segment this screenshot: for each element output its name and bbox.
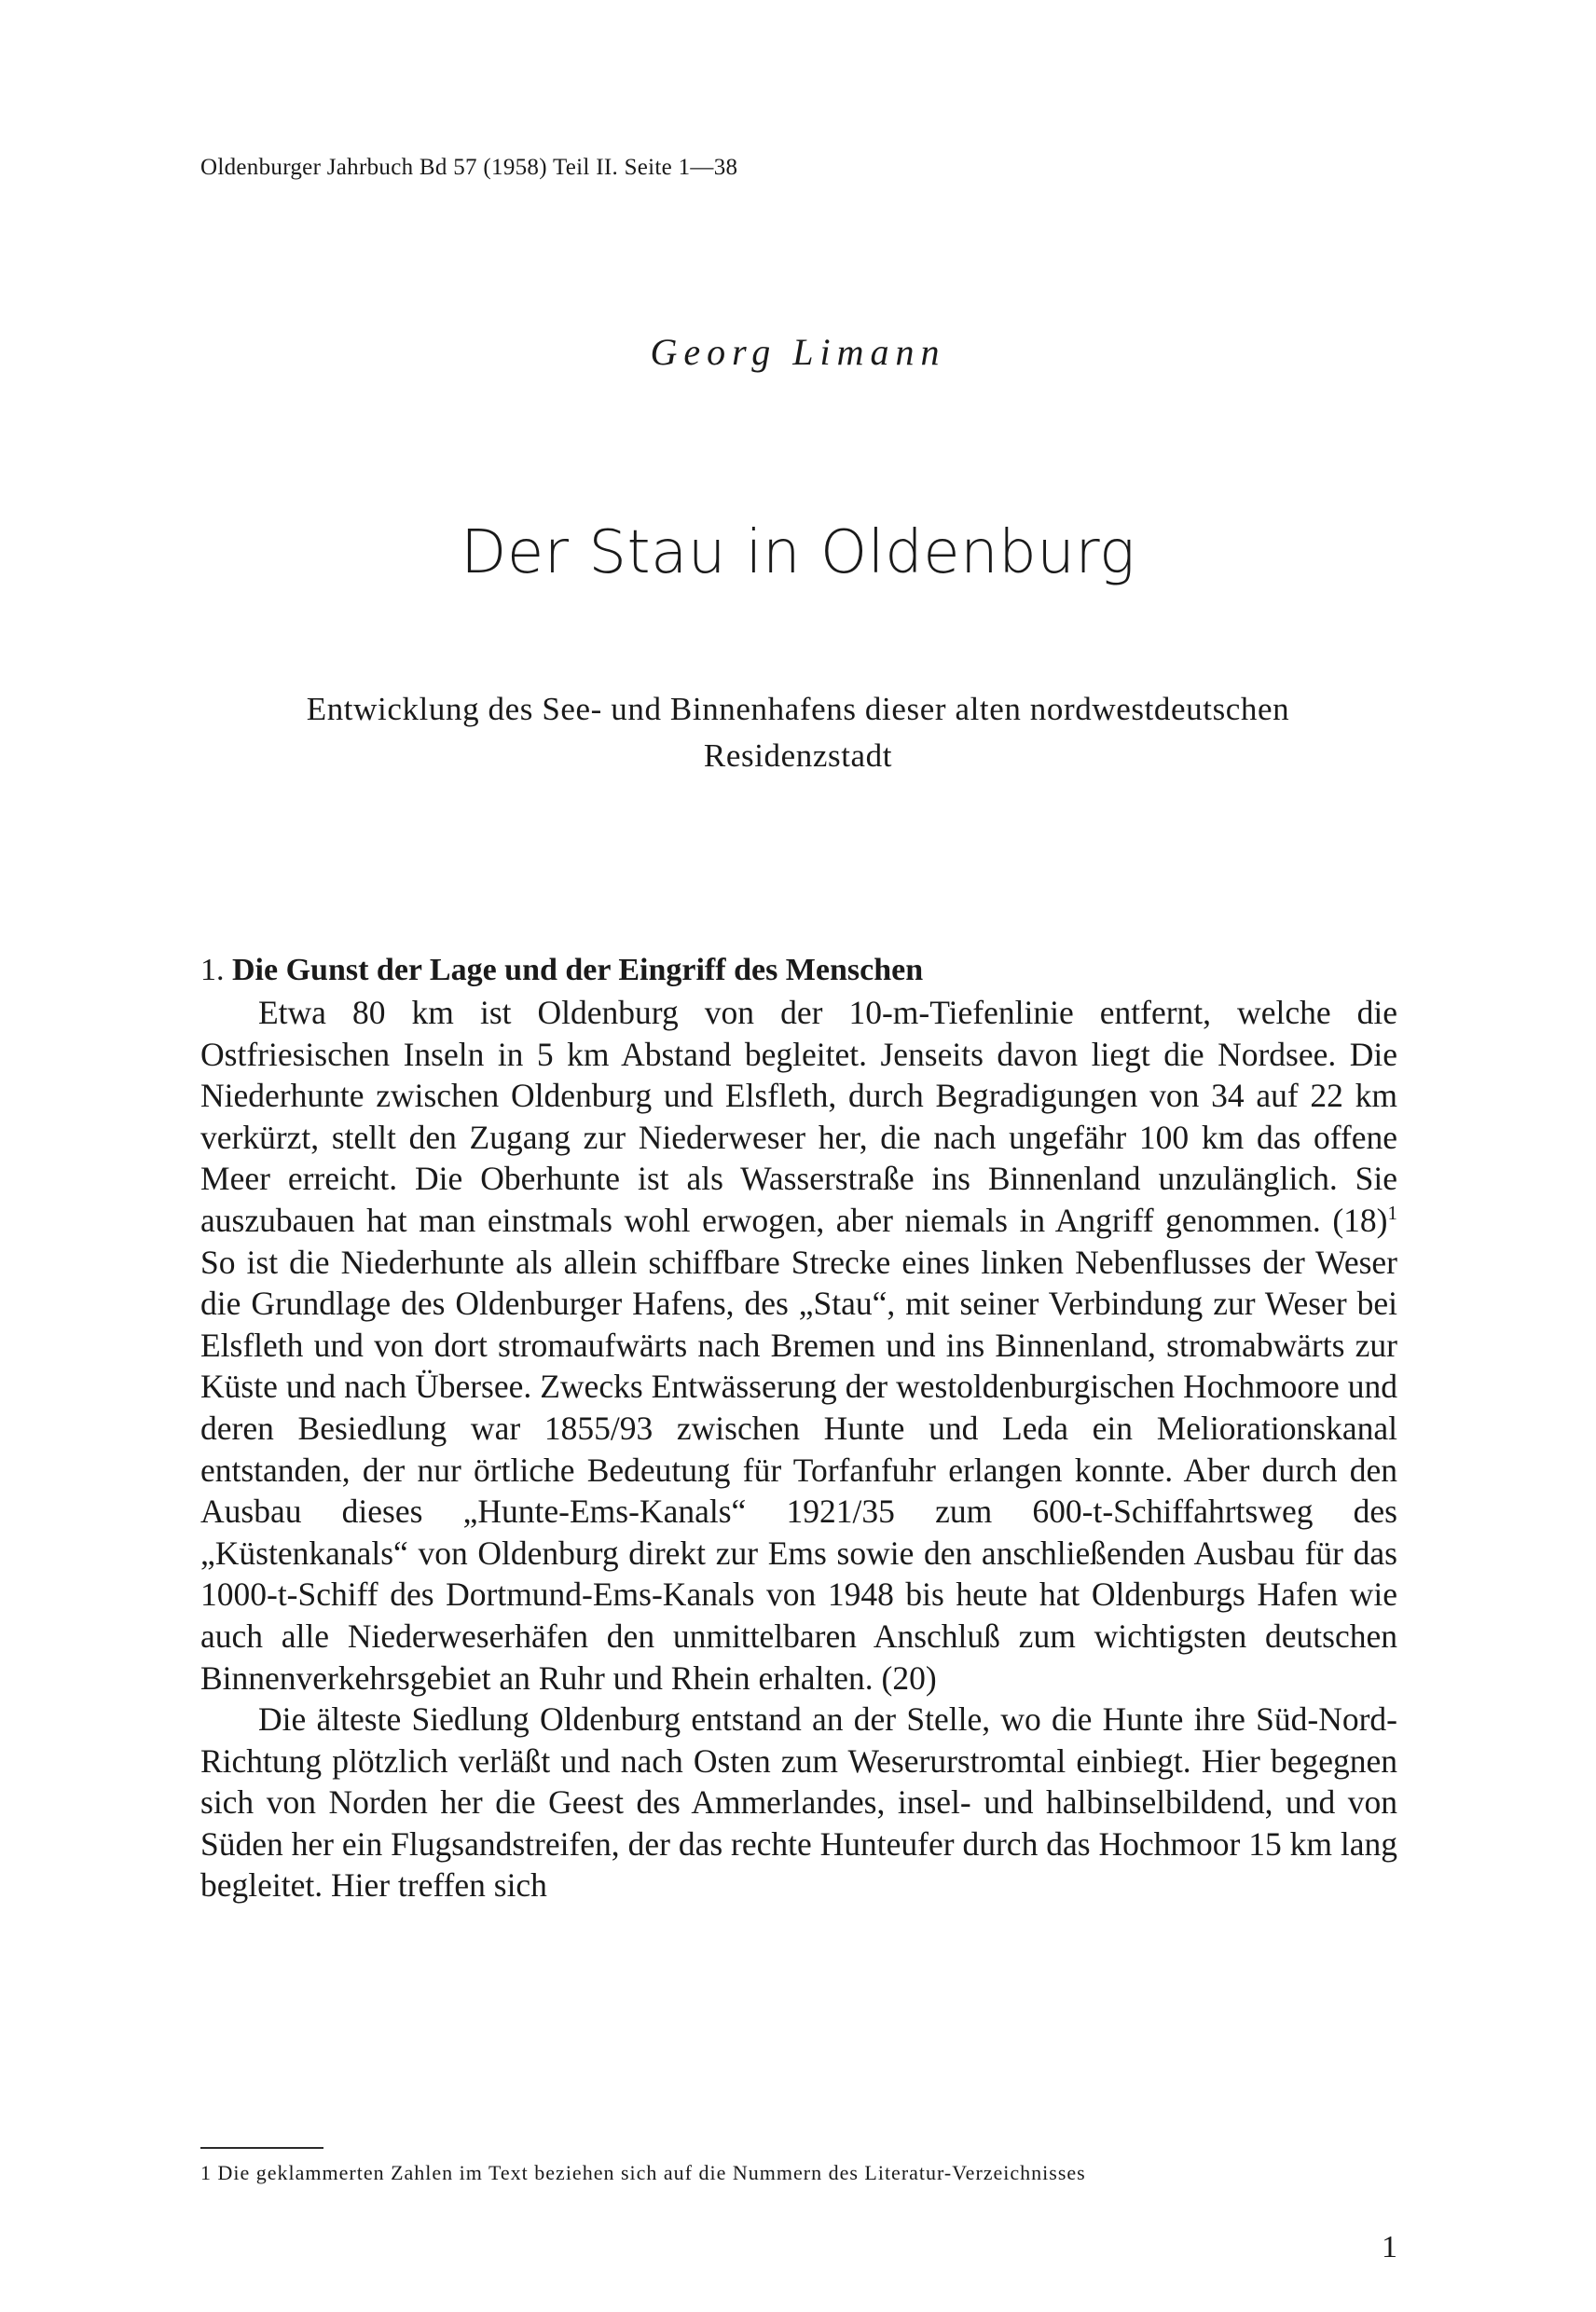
page-number: 1 [1382,2230,1397,2264]
footnote-marker: 1 [1387,1202,1397,1225]
section-heading-text: Die Gunst der Lage und der Eingriff des Menschen [232,953,924,987]
running-head: Oldenburger Jahrbuch Bd 57 (1958) Teil II. Seite 1—38 [200,155,738,180]
author-name: Georg Limann [650,331,946,373]
paragraph-1-part-1: Etwa 80 km ist Oldenburg von der 10-m-Tiefenlinie entfernt, welche die Ostfriesischen Inseln in 5 km Abstand begleitet. Jenseits davon liegt die Nordsee. Die Niederhunte zwischen Oldenburg und Elsfleth, durch Begradigungen von 34 auf 22 km verkürzt, stellt den Zugang zur Niederweser her, die nach ungefähr 100 km das offene Meer erreicht. Die Oberhunte ist als Wasserstraße ins Binnenland unzulänglich. Sie auszubauen hat man einstmals wohl erwogen, aber niemals in Angriff genommen. (18) [200,994,1397,1239]
section-number: 1. [200,953,225,987]
article-subtitle: Entwicklung des See- und Binnenhafens dieser alten nordwestdeutschen Residenzstadt [306,691,1290,774]
footnote: 1 Die geklammerten Zahlen im Text beziehen sich auf die Nummern des Literatur-Verzeichnisses [200,2161,1086,2184]
paragraph-1 [200,992,1397,1699]
paragraph-2: Die älteste Siedlung Oldenburg entstand an der Stelle, wo die Hunte ihre Süd-Nord-Richtung plötzlich verläßt und nach Osten zum Weserurstromtal einbiegt. Hier begegnen sich von Norden her die Geest des Ammerlandes, insel- und halbinselbildend, und von Süden her ein Flugsandstreifen, der das rechte Hunteufer durch das Hochmoor 15 km lang begleitet. Hier treffen sich [200,1700,1397,1905]
body-text [200,992,1397,1906]
article-title: Der Stau in Oldenburg [461,518,1135,587]
footnote-divider [200,2147,323,2149]
section-heading [200,953,923,988]
paragraph-1-part-2: So ist die Niederhunte als allein schiffbare Strecke eines linken Nebenflusses der Weser die Grundlage des Oldenburger Hafens, des „Stau“, mit seiner Verbindung zur Weser bei Elsfleth und von dort stromaufwärts nach Bremen und ins Binnenland, stromabwärts zur Küste und nach Übersee. Zwecks Entwässerung der westoldenburgischen Hochmoore und deren Besiedlung war 1855/93 zwischen Hunte und Leda ein Meliorationskanal entstanden, der nur örtliche Bedeutung für Torfanfuhr erlangen konnte. Aber durch den Ausbau dieses „Hunte-Ems-Kanals“ 1921/35 zum 600-t-Schiffahrtsweg des „Küstenkanals“ von Oldenburg direkt zur Ems sowie den anschließenden Ausbau für das 1000-t-Schiff des Dortmund-Ems-Kanals von 1948 bis heute hat Oldenburgs Hafen wie auch alle Niederweserhäfen den unmittelbaren Anschluß zum wichtigsten deutschen Binnenverkehrsgebiet an Ruhr und Rhein erhalten. (20) [200,1243,1397,1697]
